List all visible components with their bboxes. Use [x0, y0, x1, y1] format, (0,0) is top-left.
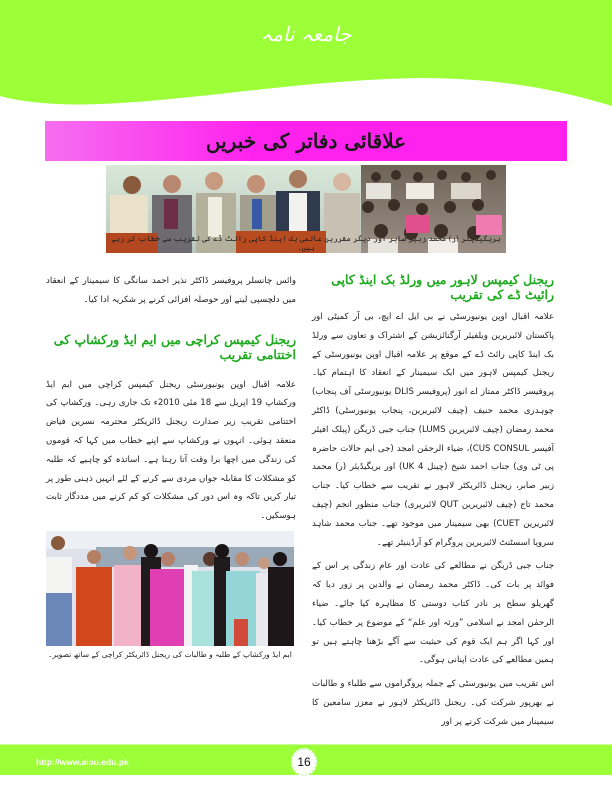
- workshop-photo-caption: ایم ایڈ ورکشاپ کے طلبہ و طالبات کی ریجنل ڈائریکٹر کراچی کے ساتھ تصویر۔: [48, 650, 292, 659]
- header-wave-background: [0, 0, 612, 110]
- karachi-article-heading: ریجنل کیمپس کراچی میں ایم ایڈ ورکشاپ کی اختتامی تقریب: [53, 331, 296, 362]
- workshop-group-photo: [46, 531, 294, 646]
- lahore-article-paragraph-3: اس تقریب میں یونیورسٹی کے جملہ پروگراموں سے طلباء و طالبات نے بھرپور شرکت کی۔ ریجنل ڈائریکٹر لاہور نے معزز سامعین کا سیمینار میں شرکت کرنے پر اور: [312, 679, 554, 727]
- karachi-article-paragraph: علامہ اقبال اوپن یونیورسٹی ریجنل کیمپس کراچی میں ایم ایڈ ورکشاپ 19 اپریل سے 18 مئی 2010ء تک جاری رہی۔ ورکشاپ کی اختتامی تقریب زیر صدارت ریجنل ڈائریکٹر محترمہ نسرین فیاض منعقد ہوئی۔ انہوں نے ورکشاپ سے اپنے خطاب میں کہا کہ قوموں کی زندگی میں اچھا برا وقت آتا رہتا ہے۔ اساتذہ کو چاہیے کہ طلبہ کو مشکلات کا مقابلہ جواں مردی سے کرنے کے لئے انہیں ذہنی طور پر تیار کریں تاکہ وہ اس دور کی مشکلات کو کم کرنے میں مددگار ثابت ہوسکیں۔: [46, 379, 296, 522]
- lahore-article-heading: ریجنل کیمپس لاہور میں ورلڈ بک اینڈ کاپی رائیٹ ڈے کی تقریب: [331, 272, 554, 302]
- left-column: [46, 272, 296, 531]
- lahore-article-continuation: وائس چانسلر پروفیسر ڈاکٹر نذیر احمد سانگی کا سیمینار کے انعقاد میں دلچسپی لینے اور حوصلہ افزائی کرنے پر شکریہ ادا کیا۔: [46, 276, 296, 305]
- section-banner: [45, 121, 567, 161]
- banner-title: علاقائی دفاتر کی خبریں: [205, 129, 407, 153]
- lahore-article-paragraph-1: علامہ اقبال اوپن یونیورسٹی نے بی ایل اے ایچ، بی آر کمیٹی اور پاکستان لائبریرین ویلفیئر آرگنائزیشن کے اشتراک و تعاون سے ورلڈ بک اینڈ کاپی رائٹ ڈے کے موقع پر علامہ اقبال اوپن یونیورسٹی کے ریجنل کیمپس لاہور میں ایک سیمینار کے انعقاد کا اہتمام کیا۔ پروفیسر ڈاکٹر ممتاز اے انور (پروفیسر DLIS یونیورسٹی آف پنجاب) چوہدری محمد حنیف (چیف لائبریرین، پنجاب یونیورسٹی) ڈاکٹر محمد رمضان (چیف لائبریرین LUMS) جناب جبی ڈریگن (پبلک افیئر آفیسر CUS CONSUL)، ضیاء الرحمٰن امجد (جی ایم حالات حاضرہ پی ٹی وی) جناب احمد شیخ (چینل UK 4) اور بریگیڈیئر (ر) محمد زبیر صابر، ریجنل ڈائریکٹر لاہور نے تقریب سے خطاب کیا۔ جناب محمد تاج (چیف لائبریرین QUT لائبریری) جناب منظور انجم (چیف لائبریرین CUET) بھی سیمینار میں موجود تھے۔ جناب محمد شاہد سرویا اسسٹنٹ لائبریرین پروگرام کو آرڈینیٹر تھے۔: [312, 312, 554, 548]
- top-photo-caption: بریگیڈیئر (ر) محمد زبیر صابر اور دیگر مقررین عالمی بک اینڈ کاپی رائٹ ڈے کی تقریب سے خطاب کر رہے ہیں۔: [111, 234, 501, 252]
- website-link[interactable]: http://www.aiou.edu.pk: [36, 757, 129, 767]
- magazine-title: جامعہ نامہ: [260, 22, 352, 46]
- lahore-article-paragraph-2: جناب جبی ڈریگن نے مطالعے کی عادت اور عام زندگی پر اس کے فوائد پر بات کی۔ ڈاکٹر محمد رمضان نے والدین پر زور دیا کہ گھریلو سطح پر نادر کتاب دوستی کا مظاہرہ کیا جائے۔ ضیاء الرحمٰن امجد نے اسلامی ”ورثہ اور علم“ کے موضوع پر خطاب کیا۔ اور کہا اگر ہم ایک قوم کی حیثیت سے آگے بڑھنا چاہتے ہیں تو ہمیں مطالعے کی عادت اپنانی ہوگی۔: [312, 561, 554, 666]
- lahore-article: [312, 272, 554, 737]
- page-number: 16: [291, 748, 317, 776]
- page-footer: [0, 744, 612, 775]
